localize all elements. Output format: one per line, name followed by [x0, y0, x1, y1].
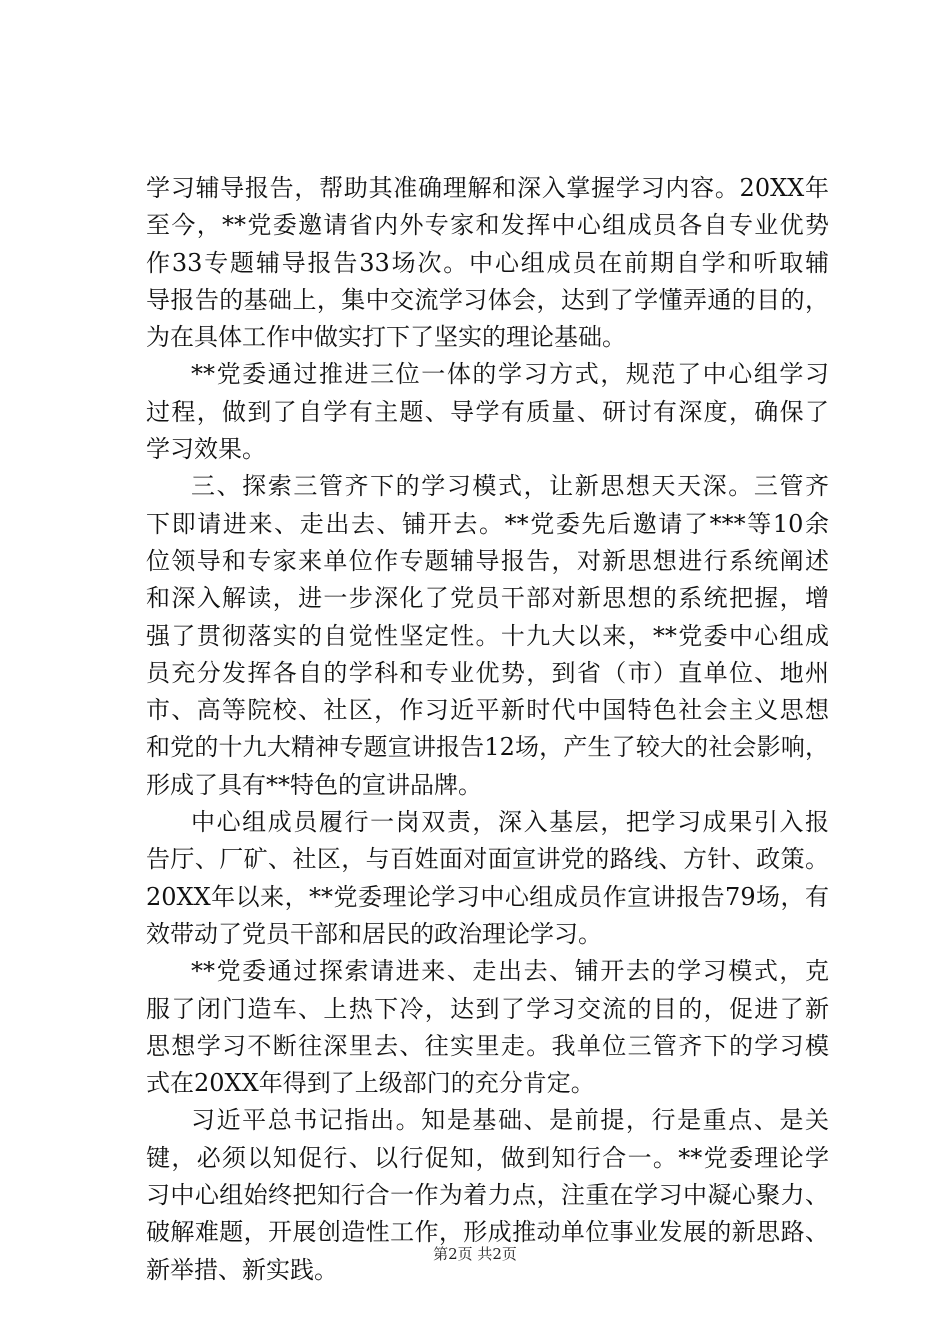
text-line: 导报告的基础上，集中交流学习体会，达到了学懂弄通的目的，	[146, 285, 829, 314]
text-line: 学习辅导报告，帮助其准确理解和深入掌握学习内容。20XX年	[146, 174, 829, 202]
text-line: 效带动了党员干部和居民的政治理论学习。	[146, 919, 602, 948]
text-line: 下即请进来、走出去、铺开去。**党委先后邀请了***等10余	[146, 509, 829, 538]
text-line: 键，必须以知促行、以行促知，做到知行合一。**党委理论学	[146, 1143, 829, 1172]
text-line: 思想学习不断往深里去、往实里走。我单位三管齐下的学习模	[146, 1031, 829, 1060]
text-line: 破解难题，开展创造性工作，形成推动单位事业发展的新思路、	[146, 1218, 829, 1247]
text-line: 习中心组始终把知行合一作为着力点，注重在学习中凝心聚力、	[146, 1181, 829, 1210]
text-line: 强了贯彻落实的自觉性坚定性。十九大以来，**党委中心组成	[146, 621, 829, 650]
text-line: 式在20XX年得到了上级部门的充分肯定。	[146, 1069, 595, 1098]
text-line: 中心组成员履行一岗双责，深入基层，把学习成果引入报	[191, 808, 829, 837]
text-line: 新举措、新实践。	[146, 1255, 338, 1284]
text-line: 和党的十九大精神专题宣讲报告12场，产生了较大的社会影响，	[146, 733, 829, 762]
text-line: 员充分发挥各自的学科和专业优势，到省（市）直单位、地州	[146, 658, 829, 687]
text-line: **党委通过推进三位一体的学习方式，规范了中心组学习	[191, 360, 829, 389]
text-line: 三、探索三管齐下的学习模式，让新思想天天深。三管齐	[191, 472, 829, 501]
text-line: **党委通过探索请进来、走出去、铺开去的学习模式，克	[191, 957, 829, 986]
text-line: 和深入解读，进一步深化了党员干部对新思想的系统把握，增	[146, 584, 829, 613]
text-line: 20XX年以来，**党委理论学习中心组成员作宣讲报告79场，有	[146, 882, 829, 911]
text-line: 习近平总书记指出。知是基础、是前提，行是重点、是关	[191, 1106, 829, 1135]
text-line: 市、高等院校、社区，作习近平新时代中国特色社会主义思想	[146, 696, 829, 725]
text-line: 作33专题辅导报告33场次。中心组成员在前期自学和听取辅	[146, 248, 829, 277]
document-body	[146, 170, 829, 1289]
text-line: 为在具体工作中做实打下了坚实的理论基础。	[146, 323, 626, 352]
text-line: 服了闭门造车、上热下冷，达到了学习交流的目的，促进了新	[146, 994, 829, 1023]
text-line: 告厅、厂矿、社区，与百姓面对面宣讲党的路线、方针、政策。	[146, 845, 829, 874]
text-line: 至今，**党委邀请省内外专家和发挥中心组成员各自专业优势	[146, 211, 829, 240]
text-line: 位领导和专家来单位作专题辅导报告，对新思想进行系统阐述	[146, 546, 829, 575]
text-line: 形成了具有**特色的宣讲品牌。	[146, 770, 482, 799]
text-line: 过程，做到了自学有主题、导学有质量、研讨有深度，确保了	[146, 397, 829, 426]
text-line: 学习效果。	[146, 435, 266, 464]
page-number-footer: 第2页 共2页	[433, 1245, 517, 1263]
